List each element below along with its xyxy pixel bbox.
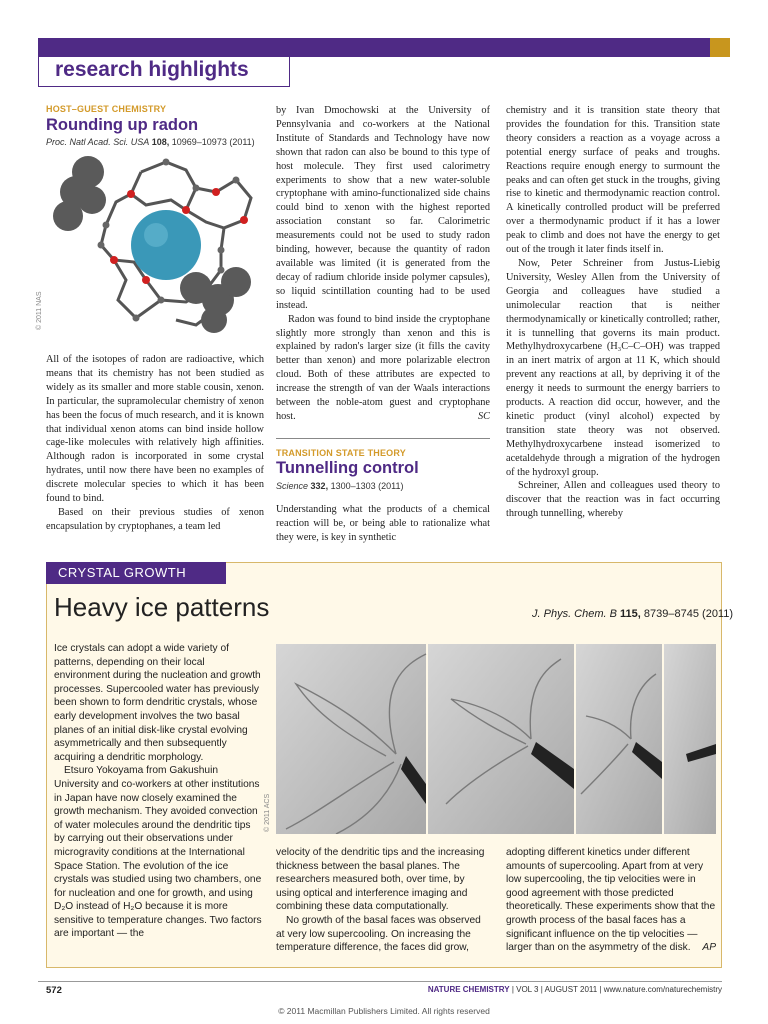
ice-photo-3 (576, 644, 662, 834)
article3-title: Heavy ice patterns (54, 592, 270, 622)
copyright-notice: © 2011 Macmillan Publishers Limited. All rights reserved (278, 1006, 490, 1016)
article2-col3-para: Schreiner, Allen and colleagues used theory to discover that the reaction was in fact occurring through tunnelling, whereby (506, 480, 720, 520)
article3-citation (532, 608, 733, 620)
section-title-box (38, 57, 290, 87)
article3-col2-para: No growth of the basal faces was observed at very low supercooling. On increasing the temperature difference, the faces did grow, (276, 914, 481, 954)
article1-col1-para: All of the isotopes of radon are radioactive, which means that its chemistry has not been studied as widely as its smaller and more stable cousin, xenon. In particular, the supramolecular chemistry of xenon has been the focus of much research, and it is known that individual xenon atoms can bind inside hollow cage-like molecules with relatively high affinities. Although radon is incorporated in some crystal hydrates, until now there have been no examples of discrete molecular species to which it has been found to bind. (46, 354, 264, 505)
article3-signature: AP (702, 942, 716, 954)
article2-col2 (276, 503, 490, 549)
footer-journal-line (428, 985, 722, 994)
article1-citation (46, 137, 255, 147)
article3-col3-para (506, 846, 716, 955)
article1-cite-volume: 108, (151, 137, 170, 147)
article1-col2-para-text: Radon was found to bind inside the cryptophane slightly more strongly than xenon and this is explained by radon's larger size (it fills the cavity better than xenon) and more polarizable electron cloud. Both of these attributes are expected to increase the strength of van der Waals interactions between the noble-atom guest and cryptophane host. (276, 313, 490, 422)
article3-cite-volume: 115, (620, 608, 641, 620)
ice-photo-1 (276, 644, 426, 834)
article3-col3 (506, 846, 716, 962)
article1-cite-pages: 10969–10973 (2011) (171, 137, 255, 147)
article2-cite-volume: 332, (310, 481, 329, 491)
article3-col3-text: adopting different kinetics under different amounts of supercooling. Apart from at very low supercooling, the tip velocities were in good agreement with those predicted theoretically. These experiments show that the growth process of the basal faces has a significant influence on the tip velocities — larger than on the asymmetry of the disk. (506, 847, 716, 954)
article1-image-credit: © 2011 NAS (36, 291, 43, 330)
header-accent (710, 38, 730, 57)
ice-crystal-photo-strip (276, 644, 716, 834)
article3-cite-journal: J. Phys. Chem. B (532, 608, 617, 620)
ice-photo-4 (664, 644, 716, 834)
crystal-growth-tag (46, 562, 226, 584)
article1-title: Rounding up radon (46, 116, 199, 134)
article2-kicker: TRANSITION STATE THEORY (276, 448, 406, 458)
article2-col2-para: Understanding what the products of a chemical reaction will be, or being able to rationalize what they were, is key in synthetic (276, 504, 490, 543)
article1-col2 (276, 104, 490, 434)
article2-cite-pages: 1300–1303 (2011) (330, 481, 404, 491)
page-footer (38, 981, 722, 997)
article3-col1-para: Etsuro Yokoyama from Gakushuin University and co-workers at other institutions in Japan have now closely examined the growth mechanism. They avoided convection of water molecules around the dendritic tips by carrying out their observations under microgravity conditions at the International Space Station. The evolution of the ice crystals was studied using two chambers, one for nucleation and one for growth, and using D₂O instead of H₂O because it is more sensitive to temperature changes. Two factors are important — the (54, 765, 262, 940)
article3-col1 (54, 642, 262, 962)
article3-col2-para: velocity of the dendritic tips and the increasing thickness between the basal planes. The researchers measured both, over time, by using optical and interference imaging and combining these data computationally. (276, 847, 485, 913)
article3-cite-pages: 8739–8745 (2011) (643, 608, 734, 620)
page-number: 572 (46, 985, 62, 996)
article1-col2-para: by Ivan Dmochowski at the University of Pennsylvania and co-workers at the National Institute of Standards and Technology have now shown that radon can also be bound to this type of host molecule. They first used calorimetry experiments to show that a new water-soluble cryptophane with amino-functionalized side chains could bind to xenon with the highest reported association constant so far. Calorimetric measurements could not be used to study radon binding, however, because the quantity of radon available was limited (it is generated from the decay of radium chloride inside polymer capsules), so liquid scintillation counting had to be used instead. (276, 105, 490, 311)
article3-image-credit: © 2011 ACS (264, 793, 271, 832)
footer-issue-info: | VOL 3 | AUGUST 2011 | www.nature.com/naturechemistry (509, 985, 722, 994)
section-title: research highlights (55, 58, 249, 81)
radon-atom (131, 210, 201, 280)
article2-col3-para: Now, Peter Schreiner from Justus-Liebig University, Wesley Allen from the University of Georgia and colleagues have studied a unimolecular reaction that is neither thermodynamically or kinetically controlled; rather, it is tunnelling that governs its main product. Methylhydroxycarbene (H₃C–C–OH) was trapped in an inert matrix of argon at 11 K, which should prevent any reactions at all, by depriving it of the energy it needs to surmount the energy barriers to products. A reaction did occur, however, and the kinetic product (vinyl alcohol) expected by transition state theory was not observed. Methylhydroxycarbene instead isomerized to acetaldehyde through a migration of the hydrogen of the hydroxyl group. (506, 257, 720, 478)
article2-col3-para: chemistry and it is transition state theory that provides the foundation for this. Transition state theory considers a reaction as a voyage across a potential energy surface of peaks and troughs. Reactions require enough energy to surmount the peaks and can often get stuck in the troughs, giving rise to kinetic and thermodynamic reaction control. A kinetically controlled product will be preferred over a thermodynamic product if it has a lower peak to climb and does not have the energy to get out of the trough it later finds itself in. (506, 105, 720, 256)
article2-col3 (506, 104, 720, 548)
footer-journal-name: NATURE CHEMISTRY (427, 985, 510, 994)
article1-col1-para: Based on their previous studies of xenon encapsulation by cryptophanes, a team led (46, 506, 264, 532)
article2-title: Tunnelling control (276, 459, 419, 477)
ice-photo-2 (428, 644, 574, 834)
header-bar (38, 38, 710, 57)
article1-kicker: HOST–GUEST CHEMISTRY (46, 104, 167, 114)
article-divider (276, 438, 490, 439)
crystal-growth-tag-label: CRYSTAL GROWTH (58, 565, 187, 580)
cryptophane-radon-molecule-image (46, 150, 268, 340)
article3-col2 (276, 846, 488, 962)
article3-col1-para: Ice crystals can adopt a wide variety of patterns, depending on their local environment during the nucleation and growth processes. Supercooled water has previously been shown to form dendritic crystals, whose early development involves the two basal planes of an initial disk-like crystal evolving asymmetrically and then subsequently acquiring a dendritic morphology. (54, 643, 261, 763)
article1-col1 (46, 353, 264, 549)
article1-col2-para (276, 313, 490, 424)
article2-citation (276, 481, 404, 491)
article2-cite-journal: Science (276, 481, 309, 491)
article1-signature: SC (477, 410, 490, 422)
article1-cite-journal: Proc. Natl Acad. Sci. USA (46, 137, 150, 147)
